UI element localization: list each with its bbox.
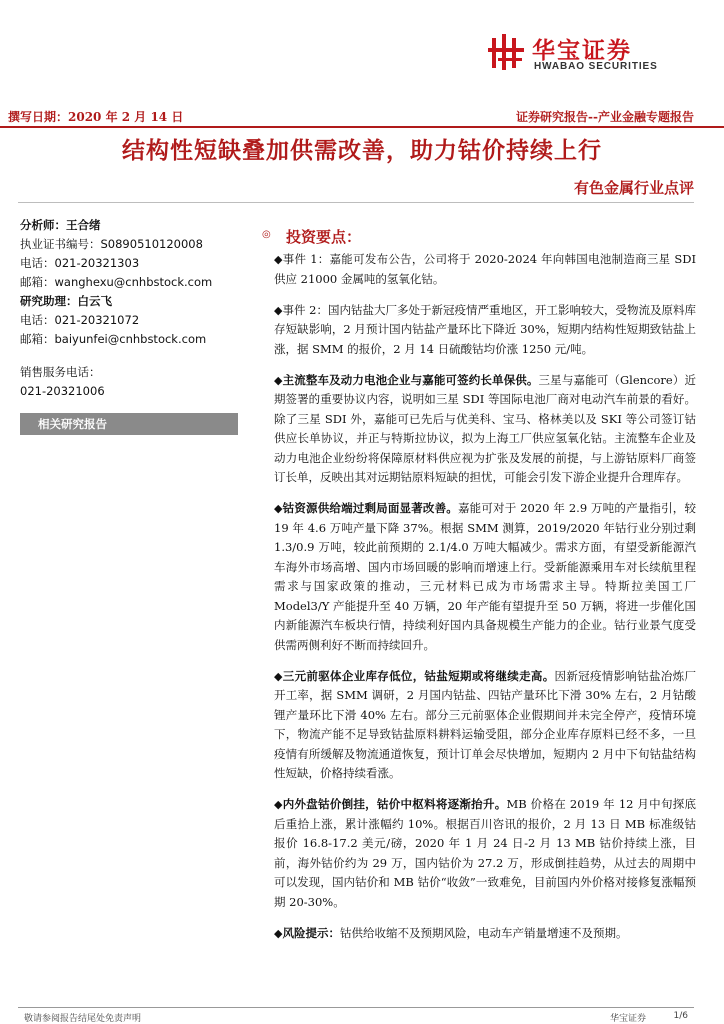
target-icon: ◎ (262, 229, 271, 240)
report-meta-bar (0, 106, 724, 128)
paragraph (274, 250, 696, 289)
diamond-bullet-icon: ◆ (274, 253, 283, 266)
analyst-license: 执业证书编号：S0890510120008 (20, 237, 203, 251)
footer-brand: 华宝证券 (609, 1014, 646, 1024)
hwabao-logo-icon (486, 32, 526, 72)
paragraph-text: MB 价格在 2019 年 12 月中旬探底后重拾上涨，累计涨幅约 10%。根据百川咨讯的报价，2 月 13 日 MB 标准级钴报价 16.8-17.2 美元/磅，2020 年 1 月 24 日-2 月 13 MB 钴价持续上涨，目前，海外钴价约为 29 万，国内钴价为 27.2 万，形成倒挂趋势，从过去的周期中可以发现，国内钴价和 MB 钴价“收敛”一致难免，目前国内外价格对接修复涨幅预期 20-30%。 (274, 797, 697, 909)
paragraph-text: 钴供给收缩不及预期风险，电动车产销量增速不及预期。 (339, 925, 628, 940)
diamond-bullet-icon: ◆ (274, 669, 283, 683)
title-divider (18, 202, 694, 203)
section-title: 投资要点： (286, 228, 362, 246)
brand-name-en: HWABAO SECURITIES (534, 61, 658, 72)
paragraph-text: 事件 1：嘉能可发布公告，公司将于 2020-2024 年向韩国电池制造商三星 SDI 供应 21000 金属吨的氢氧化钴。 (274, 252, 696, 286)
paragraph (274, 301, 696, 360)
report-date: 撰写日期：2020 年 2 月 14 日 (8, 110, 184, 124)
analyst-email[interactable]: 邮箱：wanghexu@cnhbstock.com (20, 275, 213, 289)
paragraph-text: 嘉能可对于 2020 年 2.9 万吨的产量指引，较 19 年 4.6 万吨产量下降 37%。根据 SMM 测算，2019/2020 年钴行业分别过剩 1.3/0.9 万吨，较此前预期的 2.1/4.0 万吨大幅减少。需求方面，有望受新能源汽车海外市场高增、国内市场回暖的影响而增速上行。受新能源乘用车对长续航里程需求与国家政策的推动，三元材料已成为市场需求主导。特斯拉美国工厂 Model3/Y 产能提升至 40 万辆，20 年产能有望提升至 50 万辆，将进一步催化国内新能源汽车板块行情，持续利好国内具备规模生产能力的企业。钴行业景气度受供需两侧利好不断而持续回升。 (274, 501, 696, 652)
paragraph (274, 499, 696, 655)
footer-divider (18, 1007, 694, 1008)
company-logo (486, 30, 696, 74)
analyst-name: 分析师：王合绪 (20, 218, 101, 232)
report-type: 证券研究报告--产业金融专题报告 (516, 110, 694, 124)
page-number: 1/6 (673, 1011, 688, 1021)
paragraph (274, 795, 696, 912)
diamond-bullet-icon: ◆ (274, 502, 283, 515)
paragraph-text: 事件 2：国内钴盐大厂多处于新冠疫情严重地区，开工影响较大，受物流及原料库存短缺影响，2 月预计国内钴盐产量环比下降近 30%，短期内结构性短期致钴盐上涨，据 SMM 的报价，2 月 14 日硫酸钴均价涨 1250 元/吨。 (274, 302, 696, 356)
paragraph (274, 371, 696, 488)
assistant-phone: 电话：021-20321072 (20, 313, 140, 327)
related-reports-banner: 相关研究报告 (20, 413, 238, 435)
report-title: 结构性短缺叠加供需改善，助力钴价持续上行 (122, 137, 602, 164)
assistant-email[interactable]: 邮箱：baiyunfei@cnhbstock.com (20, 332, 207, 346)
paragraph-lead: 主流整车及动力电池企业与嘉能可签约长单保供。 (282, 372, 539, 387)
paragraph (274, 924, 696, 944)
brand-name-cn: 华宝证券 (532, 37, 632, 64)
paragraph-lead: 三元前驱体企业库存低位，钴盐短期或将继续走高。 (282, 668, 555, 683)
report-subtitle: 有色金属行业点评 (573, 179, 694, 197)
diamond-bullet-icon: ◆ (274, 926, 283, 940)
paragraph-text: 三星与嘉能可（Glencore）近期签署的重要协议内容，说明如三星 SDI 等国际电池厂商对电动汽车前景的看好。除了三星 SDI 外，嘉能可已先后与优美科、宝马、格林美以及 SKI 等公司签订钴供应长单协议，并正与特斯拉协议，拟为上海工厂供应氢氧化钴。主流整车企业及动力电池企业纷纷将保障原材料供应视为扩张及发展的前提，与上游钴原料厂商签订长单，反映出其对远期钴原料短缺的担忧，可能会引发下游企业提升合理库存。 (274, 372, 696, 484)
analyst-phone: 电话：021-20321303 (20, 256, 140, 270)
diamond-bullet-icon: ◆ (274, 303, 283, 317)
footer-disclaimer: 敬请参阅报告结尾处免责声明 (24, 1014, 142, 1024)
section-header (262, 226, 696, 250)
paragraph-lead: 风险提示： (282, 925, 340, 940)
header-divider (0, 126, 724, 128)
diamond-bullet-icon: ◆ (274, 373, 283, 387)
assistant-name: 研究助理：白云飞 (20, 294, 112, 308)
paragraph (274, 667, 696, 784)
sales-label: 销售服务电话： (20, 365, 101, 379)
diamond-bullet-icon: ◆ (274, 798, 283, 811)
analyst-sidebar (20, 216, 240, 435)
paragraph-lead: 钴资源供给端过剩局面显著改善。 (282, 501, 458, 515)
investment-highlights (262, 226, 697, 955)
paragraph-text: 因新冠疫情影响钴盐冶炼厂开工率，据 SMM 调研，2 月国内钴盐、四钴产量环比下滑 30% 左右，2 月钴酸锂产量环比下滑 40% 左右。部分三元前驱体企业假期间并未完全停产，疫情环境下，物流产能不足导致钴盐原料耕料运输受阻，部分企业库存原料已经不多，一旦疫情有所缓解及物流通道恢复，预计订单会尽快增加，短期内 2 月中下旬钴盐结构性短缺，价格持续看涨。 (274, 668, 696, 780)
sales-phone: 021-20321006 (20, 384, 105, 398)
paragraph-lead: 内外盘钴价倒挂，钴价中枢料将逐渐抬升。 (282, 797, 507, 811)
